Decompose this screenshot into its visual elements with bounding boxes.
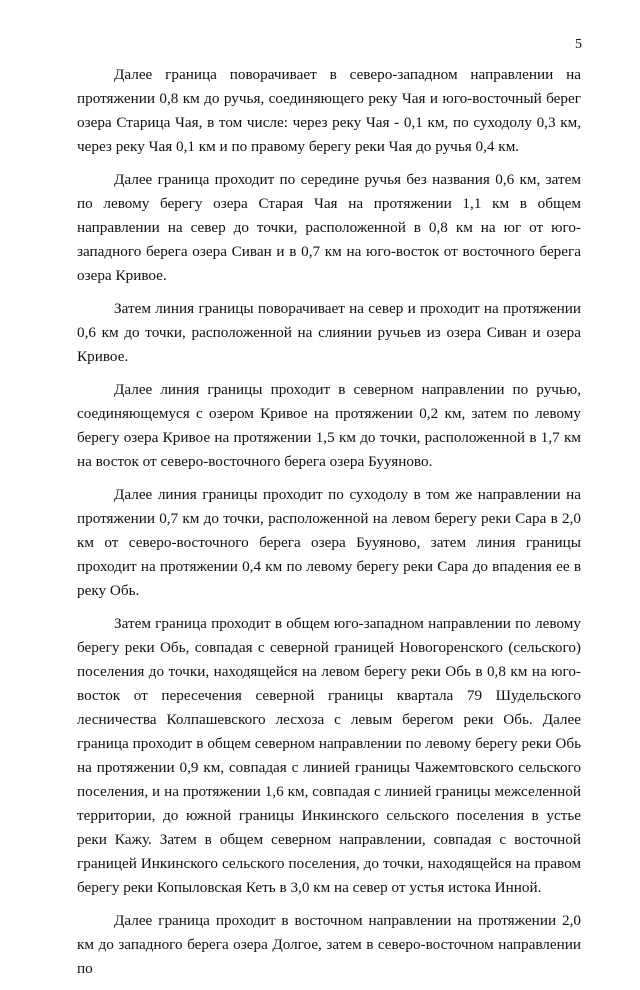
document-body <box>77 63 581 990</box>
page-number: 5 <box>575 37 582 52</box>
paragraph-6: Затем граница проходит в общем юго-западном направлении по левому берегу реки Обь, совпадая с северной границей Новогоренского (сельского) поселения до точки, находящейся на левом берегу реки Обь в 0,8 км на юго-восток от пересечения северной границы квартала 79 Шудельского лесничества Колпашевского лесхоза с левым берегом реки Обь. Далее граница проходит в общем северном направлении по левому берегу реки Обь на протяжении 0,9 км, совпадая с линией границы Чажемтовского сельского поселения, и на протяжении 1,6 км, совпадая с линией границы межселенной территории, до южной границы Инкинского сельского поселения в устье реки Кажу. Затем в общем северном направлении, совпадая с восточной границей Инкинского сельского поселения, до точки, находящейся на правом берегу реки Копыловская Кеть в 3,0 км на север от устья истока Инной. <box>77 615 581 896</box>
paragraph-3: Затем линия границы поворачивает на север и проходит на протяжении 0,6 км до точки, расположенной на слиянии ручьев из озера Сиван и озера Кривое. <box>77 300 581 365</box>
paragraph-5: Далее линия границы проходит по суходолу в том же направлении на протяжении 0,7 км до точки, расположенной на левом берегу реки Сара в 2,0 км от северо-восточного берега озера Бууяново, затем линия границы проходит на протяжении 0,4 км по левому берегу реки Сара до впадения ее в реку Обь. <box>77 486 581 599</box>
paragraph-4: Далее линия границы проходит в северном направлении по ручью, соединяющемуся с озером Кривое на протяжении 0,2 км, затем по левому берегу озера Кривое на протяжении 1,5 км до точки, расположенной в 1,7 км на восток от северо-восточного берега озера Бууяново. <box>77 381 581 470</box>
paragraph-7: Далее граница проходит в восточном направлении на протяжении 2,0 км до западного берега озера Долгое, затем в северо-восточном направлении по <box>77 912 581 977</box>
paragraph-2: Далее граница проходит по середине ручья без названия 0,6 км, затем по левому берегу озера Старая Чая на протяжении 1,1 км в общем направлении на север до точки, расположенной в 0,8 км на юг от юго-западного берега озера Сиван и в 0,7 км на юго-восток от восточного берега озера Кривое. <box>77 171 581 284</box>
paragraph-1: Далее граница поворачивает в северо-западном направлении на протяжении 0,8 км до ручья, соединяющего реку Чая и юго-восточный берег озера Старица Чая, в том числе: через реку Чая - 0,1 км, по суходолу 0,3 км, через реку Чая 0,1 км и по правому берегу реки Чая до ручья 0,4 км. <box>77 66 581 155</box>
